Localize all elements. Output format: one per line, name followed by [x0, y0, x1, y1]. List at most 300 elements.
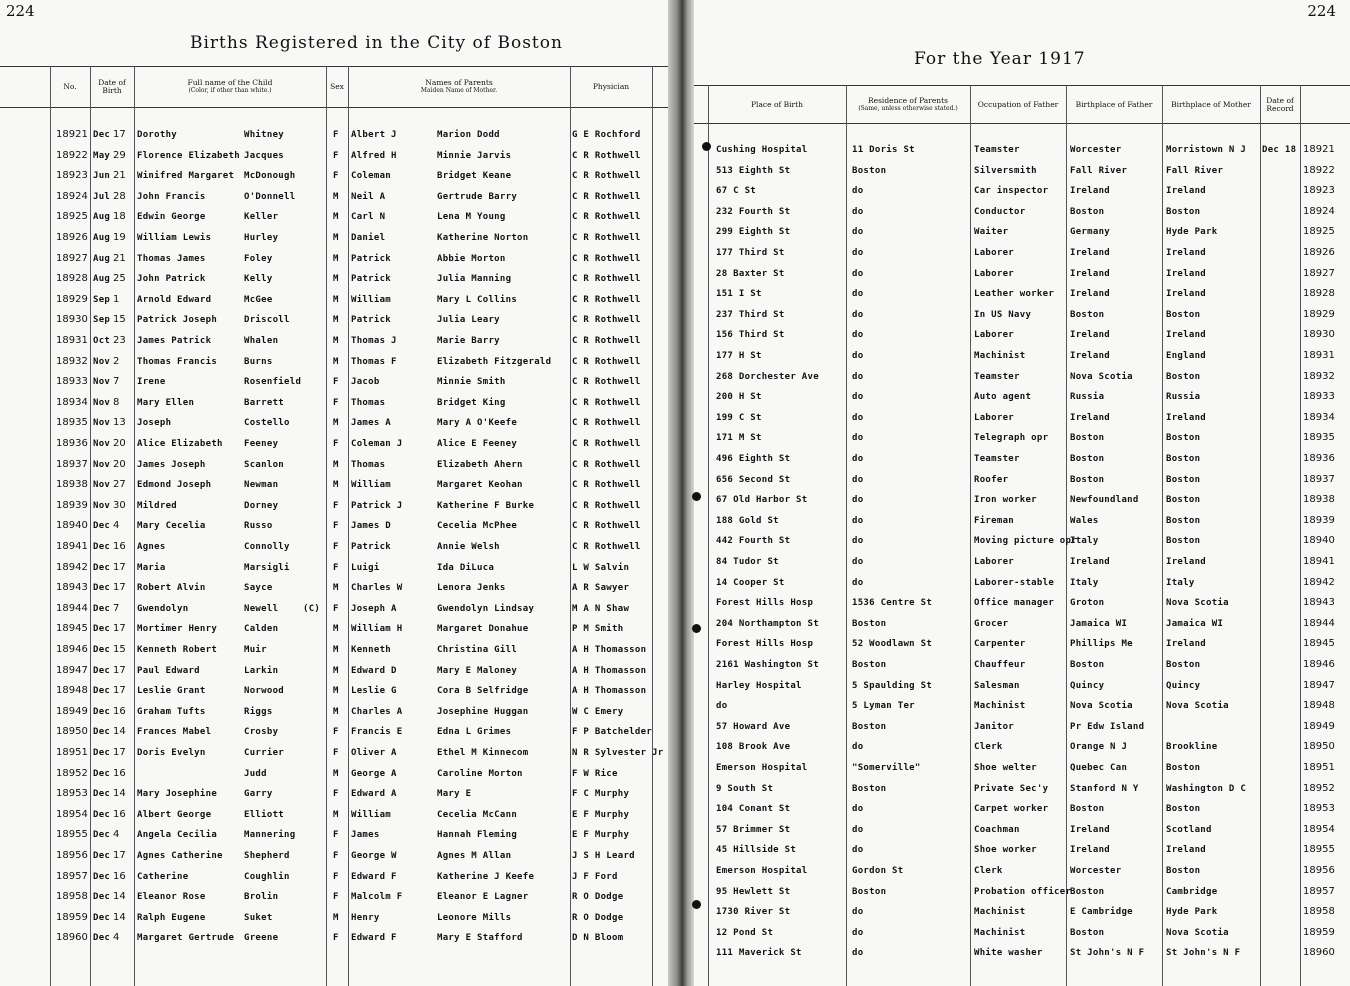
- physician-name: C R Rothwell: [572, 253, 641, 264]
- parents-residence: do: [852, 577, 864, 588]
- child-sex: F: [333, 727, 339, 738]
- mother-maiden-name: Annie Welsh: [437, 542, 500, 552]
- record-date: [1262, 861, 1300, 881]
- child-given-names: Eleanor Rose: [137, 892, 206, 903]
- parents-residence: do: [852, 495, 864, 506]
- birth-month: Dec: [93, 851, 111, 861]
- register-row: [0, 207, 668, 227]
- child-color: [303, 166, 325, 186]
- record-date: [1262, 531, 1300, 551]
- father-occupation: Teamster: [974, 371, 1020, 382]
- register-row: [0, 743, 668, 763]
- child-sex: F: [333, 397, 339, 408]
- father-birthplace: Stanford N Y: [1070, 783, 1139, 794]
- parents-residence: do: [852, 454, 864, 464]
- place-of-birth: 177 Third St: [716, 248, 785, 258]
- record-number: 18926: [56, 232, 88, 243]
- record-number-right: 18957: [1303, 885, 1335, 897]
- father-birthplace: Pr Edw Island: [1070, 721, 1145, 732]
- record-number-right: 18933: [1303, 391, 1335, 403]
- record-number-right: 18954: [1303, 823, 1335, 835]
- register-row: [0, 125, 668, 145]
- physician-name: C R Rothwell: [572, 336, 641, 346]
- mother-maiden-name: Bridget Keane: [437, 171, 512, 182]
- record-date: [1262, 305, 1300, 325]
- place-of-birth: 513 Eighth St: [716, 165, 791, 176]
- child-given-names: Doris Evelyn: [137, 748, 206, 758]
- mother-maiden-name: Elizabeth Fitzgerald: [437, 356, 552, 367]
- mother-maiden-name: Minnie Smith: [437, 377, 506, 388]
- parents-residence: Boston: [852, 886, 887, 897]
- record-date: [1262, 552, 1300, 572]
- child-given-names: Irene: [137, 377, 166, 388]
- register-row: [0, 146, 668, 166]
- birth-day: 1: [113, 293, 120, 305]
- father-occupation: Roofer: [974, 474, 1009, 485]
- father-name: Coleman J: [351, 439, 403, 449]
- register-row: [0, 290, 668, 310]
- child-surname: Suket: [244, 912, 273, 923]
- register-row: [0, 867, 668, 887]
- father-occupation: Laborer: [974, 268, 1015, 279]
- mother-birthplace: Cambridge: [1166, 886, 1218, 897]
- mother-birthplace: Boston: [1166, 660, 1201, 670]
- child-surname: Elliott: [244, 809, 285, 820]
- mother-maiden-name: Gertrude Barry: [437, 191, 518, 202]
- child-given-names: Ralph Eugene: [137, 912, 206, 923]
- record-date: [1262, 222, 1300, 242]
- birth-day: 18: [113, 211, 126, 223]
- record-number-right: 18958: [1303, 906, 1335, 918]
- mother-maiden-name: Katherine F Burke: [437, 500, 535, 511]
- record-number-right: 18938: [1303, 494, 1335, 506]
- record-number: 18931: [56, 335, 88, 346]
- place-of-birth: Forest Hills Hosp: [716, 598, 814, 609]
- child-surname: Garry: [244, 789, 273, 800]
- mother-birthplace: Boston: [1166, 866, 1201, 876]
- child-surname: Larkin: [244, 665, 279, 676]
- child-surname: Hurley: [244, 233, 279, 243]
- child-given-names: Mary Josephine: [137, 789, 218, 800]
- father-birthplace: Boston: [1070, 660, 1105, 670]
- parents-residence: Boston: [852, 660, 887, 670]
- child-sex: F: [333, 748, 339, 758]
- father-occupation: Car inspector: [974, 186, 1049, 197]
- mother-maiden-name: Marion Dodd: [437, 130, 500, 140]
- record-date: [1262, 490, 1300, 510]
- birth-day: 16: [113, 808, 126, 820]
- binding-hole: [692, 624, 701, 633]
- father-name: Edward A: [351, 789, 397, 800]
- father-occupation: Laborer-stable: [974, 577, 1055, 588]
- physician-name: A H Thomasson: [572, 665, 647, 676]
- birth-month: Aug: [93, 233, 111, 243]
- birth-day: 15: [113, 314, 126, 326]
- record-number-right: 18924: [1303, 205, 1335, 217]
- father-birthplace: Italy: [1070, 577, 1099, 588]
- father-occupation: Shoe worker: [974, 845, 1037, 856]
- record-number-right: 18926: [1303, 247, 1335, 258]
- record-date: [1262, 882, 1300, 902]
- register-row: [694, 902, 1350, 922]
- child-sex: M: [333, 480, 339, 491]
- father-occupation: Laborer: [974, 557, 1015, 567]
- father-name: Patrick: [351, 274, 392, 285]
- record-number-right: 18944: [1303, 617, 1335, 629]
- record-date: [1262, 655, 1300, 675]
- child-given-names: Catherine: [137, 871, 189, 882]
- child-surname: Calden: [244, 624, 279, 635]
- register-row: [0, 310, 668, 330]
- birth-day: 7: [113, 376, 120, 388]
- mother-birthplace: [1166, 717, 1260, 737]
- father-birthplace: Boston: [1070, 309, 1105, 320]
- record-date: [1262, 161, 1300, 181]
- register-row: [0, 887, 668, 907]
- record-number-right: 18946: [1303, 659, 1335, 670]
- birth-day: 21: [113, 170, 126, 182]
- record-number: 18928: [56, 273, 88, 285]
- physician-name: L W Salvin: [572, 562, 630, 573]
- child-sex: M: [333, 191, 339, 202]
- birth-day: 4: [113, 520, 120, 532]
- child-given-names: Winifred Margaret: [137, 171, 235, 182]
- right-page-number: 224: [1307, 2, 1336, 20]
- child-color: [303, 619, 325, 639]
- physician-name: C R Rothwell: [572, 377, 641, 388]
- birth-day: 14: [113, 891, 126, 903]
- mother-birthplace: Washington D C: [1166, 783, 1247, 794]
- birth-month: Nov: [93, 439, 111, 449]
- register-row: [694, 655, 1350, 675]
- father-birthplace: Boston: [1070, 433, 1105, 444]
- birth-day: 4: [113, 829, 120, 841]
- parents-residence: do: [852, 371, 864, 382]
- record-number-right: 18951: [1303, 762, 1335, 773]
- register-row: [694, 552, 1350, 572]
- child-sex: M: [333, 665, 339, 676]
- record-date: [1262, 243, 1300, 263]
- child-surname: Brolin: [244, 892, 279, 903]
- place-of-birth: 156 Third St: [716, 330, 785, 341]
- record-number: 18949: [56, 705, 88, 717]
- record-number-right: 18930: [1303, 329, 1335, 341]
- birth-month: Dec: [93, 624, 111, 635]
- physician-name: C R Rothwell: [572, 274, 641, 285]
- parents-residence: do: [852, 412, 864, 423]
- child-sex: F: [333, 562, 339, 573]
- register-row: [694, 222, 1350, 242]
- child-given-names: Patrick Joseph: [137, 315, 218, 326]
- place-of-birth: 57 Howard Ave: [716, 721, 791, 732]
- mother-maiden-name: Lenora Jenks: [437, 583, 506, 594]
- physician-name: C R Rothwell: [572, 542, 641, 552]
- child-color: [303, 516, 325, 536]
- birth-month: Aug: [93, 212, 111, 223]
- parents-residence: do: [852, 227, 864, 238]
- record-number: 18955: [56, 829, 88, 841]
- place-of-birth: 200 H St: [716, 392, 762, 403]
- mother-birthplace: Boston: [1166, 495, 1201, 506]
- birth-day: 23: [113, 335, 126, 346]
- birth-day: 17: [113, 582, 126, 594]
- birth-day: 19: [113, 232, 126, 243]
- birth-day: 16: [113, 767, 126, 779]
- parents-residence: do: [852, 845, 864, 856]
- father-birthplace: Worcester: [1070, 866, 1122, 876]
- child-given-names: Agnes: [137, 542, 166, 552]
- register-row: [694, 840, 1350, 860]
- child-sex: M: [333, 583, 339, 594]
- mother-birthplace: Nova Scotia: [1166, 701, 1229, 712]
- child-sex: M: [333, 686, 339, 697]
- birth-day: 2: [113, 355, 120, 367]
- register-row: [0, 661, 668, 681]
- register-row: [694, 449, 1350, 469]
- mother-birthplace: Ireland: [1166, 268, 1207, 279]
- father-birthplace: Phillips Me: [1070, 639, 1133, 650]
- mother-maiden-name: Josephine Huggan: [437, 706, 529, 717]
- mother-maiden-name: Mary L Collins: [437, 294, 518, 305]
- child-sex: F: [333, 500, 339, 511]
- record-number: 18933: [56, 376, 88, 388]
- child-color: [303, 413, 325, 433]
- child-given-names: Gwendolyn: [137, 603, 189, 614]
- mother-birthplace: Boston: [1166, 515, 1201, 526]
- register-row: [694, 367, 1350, 387]
- physician-name: C R Rothwell: [572, 150, 641, 161]
- record-date: [1262, 181, 1300, 201]
- child-color: [303, 928, 325, 948]
- child-sex: F: [333, 871, 339, 882]
- place-of-birth: 95 Hewlett St: [716, 886, 791, 897]
- physician-name: C R Rothwell: [572, 356, 641, 367]
- record-number: 18951: [56, 747, 88, 758]
- child-surname: Newell: [244, 603, 279, 614]
- birth-month: Dec: [93, 665, 111, 676]
- father-name: Kenneth: [351, 645, 392, 655]
- mother-birthplace: Ireland: [1166, 289, 1207, 300]
- birth-month: Sep: [93, 315, 111, 326]
- mother-birthplace: Ireland: [1166, 248, 1207, 258]
- child-given-names: James Joseph: [137, 459, 206, 470]
- place-of-birth: 204 Northampton St: [716, 618, 819, 629]
- physician-name: A H Thomasson: [572, 645, 647, 655]
- mother-maiden-name: Margaret Keohan: [437, 480, 523, 491]
- record-number-right: 18943: [1303, 597, 1335, 609]
- physician-name: C R Rothwell: [572, 212, 641, 223]
- father-name: Alfred H: [351, 150, 397, 161]
- mother-birthplace: Boston: [1166, 433, 1201, 444]
- child-sex: M: [333, 418, 339, 429]
- birth-month: Nov: [93, 500, 111, 511]
- parents-residence: Boston: [852, 618, 887, 629]
- child-color: [303, 825, 325, 845]
- place-of-birth: 45 Hillside St: [716, 845, 797, 856]
- father-name: Patrick: [351, 253, 392, 264]
- parents-residence: Boston: [852, 721, 887, 732]
- record-number: 18940: [56, 520, 88, 532]
- mother-birthplace: Ireland: [1166, 330, 1207, 341]
- record-number-right: 18959: [1303, 926, 1335, 938]
- birth-month: Sep: [93, 294, 111, 305]
- child-sex: F: [333, 789, 339, 800]
- child-color: [303, 558, 325, 578]
- register-row: [694, 284, 1350, 304]
- register-row: [694, 717, 1350, 737]
- birth-month: May: [93, 150, 111, 161]
- register-row: [0, 640, 668, 660]
- header-parents: Names of Parents Maiden Name of Mother.: [420, 78, 498, 94]
- child-color: [303, 743, 325, 763]
- child-sex: F: [333, 130, 339, 140]
- register-row: [694, 634, 1350, 654]
- child-color: [303, 475, 325, 495]
- record-number-right: 18937: [1303, 473, 1335, 485]
- birth-month: Dec: [93, 706, 111, 717]
- record-date: [1262, 799, 1300, 819]
- mother-birthplace: Quincy: [1166, 680, 1201, 691]
- birth-month: Dec: [93, 542, 111, 552]
- place-of-birth: 57 Brimmer St: [716, 824, 791, 835]
- left-page-title: Births Registered in the City of Boston: [190, 33, 563, 53]
- child-given-names: Margaret Gertrude: [137, 933, 235, 944]
- register-row: [694, 573, 1350, 593]
- child-surname: Norwood: [244, 686, 285, 697]
- record-date: [1262, 449, 1300, 469]
- register-row: [0, 455, 668, 475]
- child-sex: M: [333, 645, 339, 655]
- father-name: James A: [351, 418, 392, 429]
- record-number: 18943: [56, 582, 88, 594]
- mother-birthplace: Boston: [1166, 763, 1201, 773]
- father-birthplace: Jamaica WI: [1070, 618, 1128, 629]
- mother-birthplace: Boston: [1166, 309, 1201, 320]
- register-row: [694, 820, 1350, 840]
- child-sex: F: [333, 439, 339, 449]
- child-color: [303, 310, 325, 330]
- child-given-names: Graham Tufts: [137, 706, 206, 717]
- birth-day: 28: [113, 190, 126, 202]
- record-number: 18953: [56, 788, 88, 800]
- mother-maiden-name: Hannah Fleming: [437, 830, 518, 841]
- child-color: [303, 784, 325, 804]
- father-birthplace: Worcester: [1070, 145, 1122, 155]
- child-surname: Costello: [244, 418, 290, 429]
- birth-day: 14: [113, 788, 126, 800]
- register-row: [694, 676, 1350, 696]
- left-page: [0, 0, 668, 986]
- register-row: [694, 593, 1350, 613]
- record-number-right: 18927: [1303, 267, 1335, 279]
- record-date: [1262, 614, 1300, 634]
- father-birthplace: Germany: [1070, 227, 1111, 238]
- place-of-birth: Emerson Hospital: [716, 866, 808, 876]
- register-row: [694, 264, 1350, 284]
- child-color: [303, 331, 325, 351]
- header-birthplace-mother: Birthplace of Mother: [1171, 99, 1251, 109]
- register-row: [0, 393, 668, 413]
- birth-month: Dec: [93, 603, 111, 614]
- register-row: [694, 923, 1350, 943]
- father-birthplace: Ireland: [1070, 824, 1111, 835]
- header-residence: Residence of Parents (Same, unless otherwise stated.): [858, 95, 958, 112]
- record-date: [1262, 202, 1300, 222]
- child-sex: M: [333, 356, 339, 367]
- register-row: [694, 614, 1350, 634]
- father-birthplace: Boston: [1070, 454, 1105, 464]
- mother-birthplace: Morristown N J: [1166, 145, 1247, 155]
- record-date: [1262, 820, 1300, 840]
- father-birthplace: Ireland: [1070, 248, 1111, 258]
- child-surname: Kelly: [244, 274, 273, 285]
- child-color: [303, 908, 325, 928]
- record-number: 18929: [56, 293, 88, 305]
- child-sex: F: [333, 933, 339, 944]
- register-row: [0, 475, 668, 495]
- record-number-right: 18960: [1303, 947, 1335, 959]
- father-occupation: Leather worker: [974, 289, 1055, 300]
- header-date-of-birth: Date of Birth: [98, 78, 126, 95]
- child-sex: F: [333, 603, 339, 614]
- mother-maiden-name: Leonore Mills: [437, 912, 512, 923]
- place-of-birth: 12 Pond St: [716, 927, 774, 938]
- header-sex: Sex: [330, 82, 344, 91]
- birth-month: Nov: [93, 459, 111, 470]
- binding-hole: [692, 900, 701, 909]
- register-row: [694, 882, 1350, 902]
- record-number: 18924: [56, 190, 88, 202]
- mother-birthplace: England: [1166, 351, 1207, 361]
- mother-birthplace: Fall River: [1166, 165, 1224, 176]
- child-color: [303, 764, 325, 784]
- birth-month: Dec: [93, 645, 111, 655]
- record-number-right: 18942: [1303, 576, 1335, 588]
- mother-maiden-name: Agnes M Allan: [437, 851, 512, 861]
- father-name: Henry: [351, 912, 380, 923]
- birth-month: Jun: [93, 171, 111, 182]
- record-number: 18960: [56, 932, 88, 944]
- father-occupation: Conductor: [974, 206, 1026, 217]
- birth-month: Dec: [93, 748, 111, 758]
- child-color: [303, 702, 325, 722]
- birth-month: Nov: [93, 397, 111, 408]
- birth-month: Dec: [93, 562, 111, 573]
- record-number-right: 18935: [1303, 432, 1335, 444]
- record-number-right: 18950: [1303, 741, 1335, 753]
- child-given-names: Mary Ellen: [137, 397, 195, 408]
- mother-birthplace: Boston: [1166, 371, 1201, 382]
- record-number-right: 18947: [1303, 679, 1335, 691]
- physician-name: A H Thomasson: [572, 686, 647, 697]
- book-gutter: [668, 0, 694, 986]
- record-number-right: 18955: [1303, 844, 1335, 856]
- record-date: [1262, 676, 1300, 696]
- record-date: [1262, 511, 1300, 531]
- register-row: [0, 702, 668, 722]
- birth-month: Nov: [93, 418, 111, 429]
- father-name: Patrick: [351, 315, 392, 326]
- father-birthplace: Newfoundland: [1070, 495, 1139, 506]
- child-given-names: Leslie Grant: [137, 686, 206, 697]
- physician-name: C R Rothwell: [572, 418, 641, 429]
- child-color: [303, 207, 325, 227]
- father-birthplace: Ireland: [1070, 330, 1111, 341]
- place-of-birth: 656 Second St: [716, 474, 791, 485]
- child-given-names: Mortimer Henry: [137, 624, 218, 635]
- father-birthplace: Nova Scotia: [1070, 371, 1133, 382]
- parents-residence: do: [852, 474, 864, 485]
